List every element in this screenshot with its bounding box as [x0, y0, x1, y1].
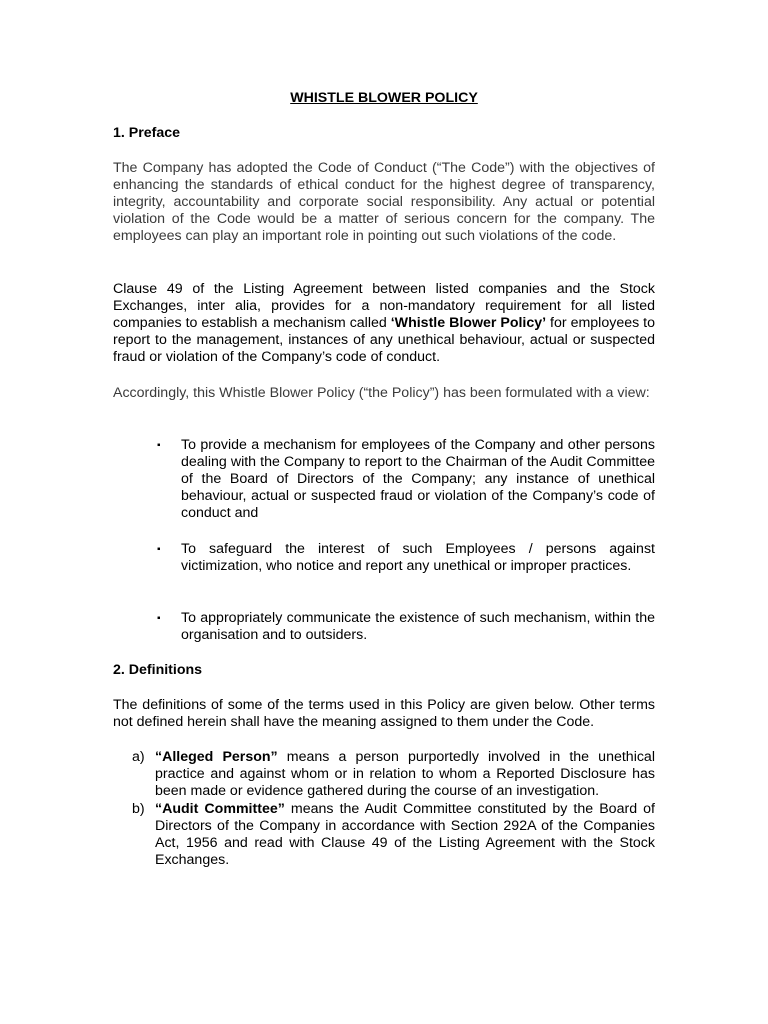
document-page [113, 0, 655, 1024]
objective-text: To provide a mechanism for employees of the Company and other persons dealing with the Company to report to the Chairman of the Audit Committee of the Board of Directors of the Company; any instance of unethical behaviour, actual or suspected fraud or violation of the Company’s code of conduct and [181, 437, 655, 521]
clause-49-text: Clause 49 of the Listing Agreement between listed companies and the Stock Exchanges, inter alia, provides for a non-mandatory requirement for all listed companies to establish a mechanism called [113, 281, 655, 331]
preface-paragraph-1: The Company has adopted the Code of Conduct (“The Code”) with the objectives of enhancing the standards of ethical conduct for the highest degree of transparency, integrity, accountability and corporate social responsibility. Any actual or potential violation of the Code would be a matter of serious concern for the company. The employees can play an important role in pointing out such violations of the code. [113, 160, 655, 244]
whistle-blower-policy-term: ‘Whistle Blower Policy’ [390, 315, 547, 331]
definition-label: a) [132, 749, 145, 765]
section-heading-preface: 1. Preface [113, 125, 181, 141]
objective-text: To appropriately communicate the existence of such mechanism, within the organisation and to outsiders. [181, 610, 655, 643]
definition-body: means the Audit Committee constituted by the Board of Directors of the Company in accordance with Section 292A of the Companies Act, 1956 and read with Clause 49 of the Listing Agreement with the Stock Exchanges. [155, 801, 655, 868]
definition-label: b) [132, 801, 145, 817]
document-title: WHISTLE BLOWER POLICY [290, 90, 478, 106]
definition-term: “Alleged Person” [155, 749, 278, 765]
definitions-intro: The definitions of some of the terms used in this Policy are given below. Other terms not defined herein shall have the meaning assigned to them under the Code. [113, 697, 655, 730]
bullet-square-icon: ▪ [157, 613, 161, 624]
clause-49-text-continued: for employees to report to the management, instances of any unethical behaviour, actual or suspected fraud or violation of the Company’s code of conduct. [113, 315, 655, 365]
definition-term: “Audit Committee” [155, 801, 285, 817]
objective-text: To safeguard the interest of such Employees / persons against victimization, who notice and report any unethical or improper practices. [181, 541, 655, 574]
section-heading-definitions: 2. Definitions [113, 662, 203, 678]
bullet-square-icon: ▪ [157, 544, 161, 555]
preface-paragraph-2 [113, 281, 655, 366]
definition-text [155, 749, 655, 800]
bullet-square-icon: ▪ [157, 440, 161, 451]
definition-text [155, 801, 655, 869]
definition-body: means a person purportedly involved in the unethical practice and against whom or in relation to whom a Reported Disclosure has been made or evidence gathered during the course of an investigation. [155, 749, 655, 799]
preface-paragraph-3: Accordingly, this Whistle Blower Policy (“the Policy”) has been formulated with a view: [113, 385, 650, 401]
